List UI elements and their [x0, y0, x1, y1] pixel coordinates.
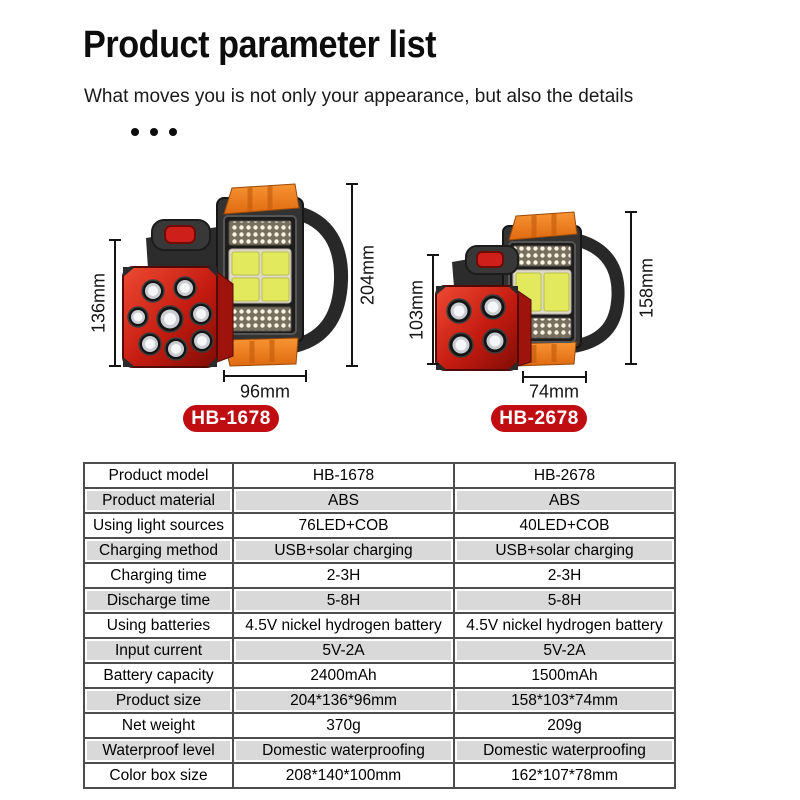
cob-led [262, 278, 289, 301]
spec-row [84, 463, 675, 488]
spec-value: ABS [454, 488, 675, 513]
spec-row [84, 538, 675, 563]
spec-label: Waterproof level [84, 738, 233, 763]
page-subtitle: What moves you is not only your appearance, but also the details [84, 86, 634, 107]
spec-value: 204*136*96mm [233, 688, 454, 713]
cob-led [262, 252, 289, 275]
spec-value: 5V-2A [454, 638, 675, 663]
model-badge-hb1678: HB-1678 [183, 405, 279, 432]
spec-value: Domestic waterproofing [454, 738, 675, 763]
spec-label: Using batteries [84, 613, 233, 638]
spec-value: 209g [454, 713, 675, 738]
led-panel [224, 216, 296, 334]
spec-label: Product size [84, 688, 233, 713]
led-strip-top [229, 221, 291, 245]
spec-label: Input current [84, 638, 233, 663]
spec-table-body [84, 463, 675, 788]
spec-value: USB+solar charging [454, 538, 675, 563]
flashlight-head [123, 267, 233, 367]
spec-label: Color box size [84, 763, 233, 788]
spec-value: 370g [233, 713, 454, 738]
spec-value: 5V-2A [233, 638, 454, 663]
dim-label-head-height-hb1678: 136mm [88, 272, 109, 334]
spec-value: 76LED+COB [233, 513, 454, 538]
spec-label: Charging method [84, 538, 233, 563]
handle [576, 240, 618, 346]
dim-label-width-hb1678: 96mm [239, 381, 291, 402]
spec-row [84, 713, 675, 738]
spec-value: HB-2678 [454, 463, 675, 488]
spec-value: 5-8H [454, 588, 675, 613]
spec-value: ABS [233, 488, 454, 513]
spec-label: Product material [84, 488, 233, 513]
flashlight-hb-2678-image [436, 212, 618, 370]
spec-value: 40LED+COB [454, 513, 675, 538]
spec-row [84, 563, 675, 588]
model-badge-hb2678: HB-2678 [491, 405, 587, 432]
spec-row [84, 513, 675, 538]
spec-row [84, 688, 675, 713]
spec-label: Product model [84, 463, 233, 488]
spec-row [84, 763, 675, 788]
spec-value: 158*103*74mm [454, 688, 675, 713]
spec-row [84, 488, 675, 513]
power-button [477, 252, 503, 267]
spec-label: Using light sources [84, 513, 233, 538]
dim-label-total-height-hb1678: 204mm [357, 244, 378, 306]
power-button [165, 226, 195, 243]
spec-value: USB+solar charging [233, 538, 454, 563]
spec-value: 208*140*100mm [233, 763, 454, 788]
spec-value: 4.5V nickel hydrogen battery [233, 613, 454, 638]
flashlight-head [436, 286, 531, 370]
spec-value: 162*107*78mm [454, 763, 675, 788]
spec-value: 1500mAh [454, 663, 675, 688]
spec-value: HB-1678 [233, 463, 454, 488]
spec-label: Discharge time [84, 588, 233, 613]
spec-label: Charging time [84, 563, 233, 588]
spec-row [84, 738, 675, 763]
solar-panel-bottom [224, 338, 298, 366]
cob-led [544, 273, 569, 311]
dim-label-head-height-hb2678: 103mm [406, 279, 427, 341]
flashlight-hb-1678-image [123, 184, 341, 367]
cob-led [232, 252, 259, 275]
spec-row [84, 613, 675, 638]
spec-value: Domestic waterproofing [233, 738, 454, 763]
spec-table [83, 462, 676, 789]
spec-value: 4.5V nickel hydrogen battery [454, 613, 675, 638]
spec-label: Net weight [84, 713, 233, 738]
spec-label: Battery capacity [84, 663, 233, 688]
dim-label-width-hb2678: 74mm [528, 381, 580, 402]
led-strip-bottom [229, 307, 291, 331]
spec-value: 5-8H [233, 588, 454, 613]
led-strip-top [513, 246, 571, 266]
page-title: Product parameter list [83, 24, 437, 66]
cob-led [232, 278, 259, 301]
spec-value: 2400mAh [233, 663, 454, 688]
spec-row [84, 588, 675, 613]
spec-value: 2-3H [454, 563, 675, 588]
spec-row [84, 663, 675, 688]
dim-label-total-height-hb2678: 158mm [636, 257, 657, 319]
spec-value: 2-3H [233, 563, 454, 588]
spec-row [84, 638, 675, 663]
